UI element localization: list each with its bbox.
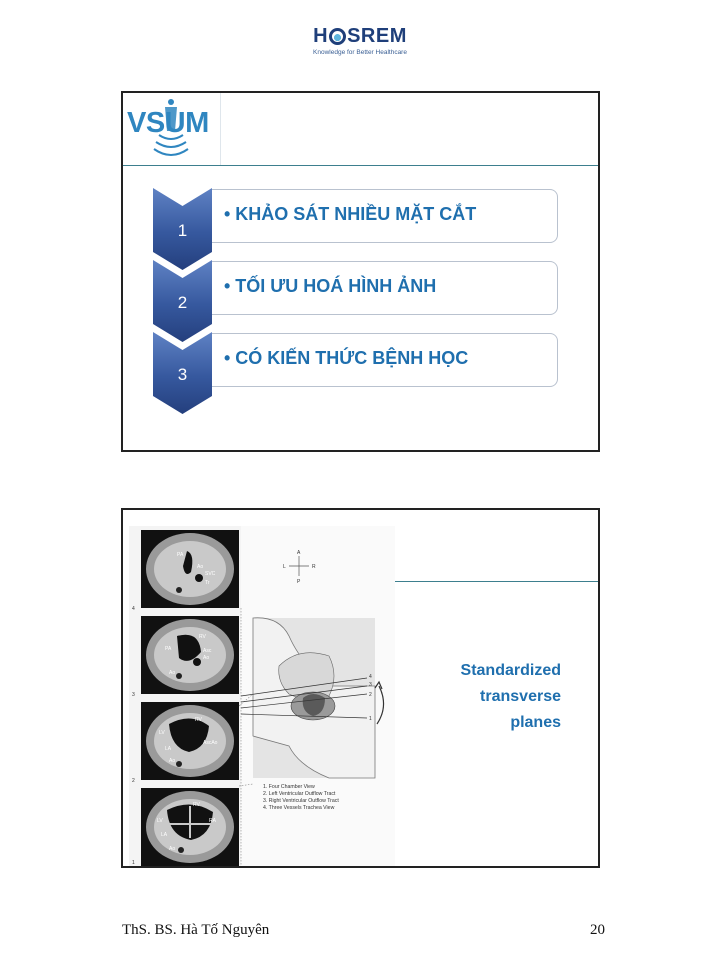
slide-1 [121,91,600,452]
compass-label: L [283,564,286,570]
list-item [153,188,559,270]
ultrasound-panel-4 [141,530,239,608]
header-divider [123,165,598,166]
legend-entry: 3. Right Ventricular Outflow Tract [263,798,339,804]
step-box [212,261,558,315]
hosrem-globe-icon [329,28,346,45]
step-text: • KHẢO SÁT NHIỀU MẶT CẮT [224,204,477,224]
slide-caption [423,658,561,736]
legend-entry: 2. Left Ventricular Outflow Tract [263,791,336,797]
legend-entry: 4. Three Vessels Trachea View [263,805,335,811]
header-divider [395,581,598,582]
step-text: • TỐI ƯU HOÁ HÌNH ẢNH [224,276,437,296]
list-item [153,332,559,414]
fetal-heart-planes-diagram [129,526,395,866]
panel-label: Asc [203,648,212,654]
panel-label: Ao [169,758,176,764]
panel-label: RV [199,634,206,640]
panel-label: RA [209,818,216,824]
plane-number: 2 [132,778,135,784]
panel-label: Ao [203,655,210,661]
step-text: • CÓ KIẾN THỨC BỆNH HỌC [224,348,469,368]
plane-number: 3 [132,692,135,698]
hosrem-logo-word: H SREM [313,25,407,47]
svg-text:3: 3 [369,682,372,688]
panel-label: Tr [205,580,210,586]
plane-number: 1 [132,860,135,866]
panel-label: LA [165,746,172,752]
list-item [153,260,559,342]
panel-label: LV [157,818,163,824]
panel-label: Ao [169,846,176,852]
panel-label: SVC [205,571,216,577]
panel-label: Ao [169,670,176,676]
step-number: 2 [177,293,188,312]
slide-2 [121,508,600,868]
vsum-logo [123,93,221,165]
panel-label: PA [177,552,184,558]
page-number: 20 [590,922,605,938]
caption-line: Standardized [460,662,561,679]
compass-label: R [312,564,316,570]
footer-author: ThS. BS. Hà Tố Nguyên [122,922,270,938]
panel-label: RV [195,717,202,723]
panel-label: PA [165,646,172,652]
ultrasound-panel-2 [141,702,239,780]
ultrasound-panel-3 [141,616,239,694]
svg-text:2: 2 [369,692,372,698]
plane-number: 4 [132,606,135,612]
step-box [212,189,558,243]
panel-label: LV [159,730,165,736]
compass-label: A [297,550,301,556]
compass-label: P [297,579,301,585]
panel-label: AscAo [203,740,218,746]
ultrasound-panel-1 [141,788,239,866]
caption-line: transverse [480,688,561,705]
panel-label: RV [193,802,200,808]
hosrem-tagline: Knowledge for Better Healthcare [313,49,407,56]
panel-label: LA [161,832,168,838]
svg-text:1: 1 [369,716,372,722]
vsum-logo-word: VSUM [127,107,209,139]
svg-text:4: 4 [369,674,372,680]
step-number: 3 [177,365,188,384]
panel-label: Ao [197,564,204,570]
hosrem-logo [300,24,420,64]
caption-line: planes [510,714,561,731]
step-number: 1 [177,221,188,240]
legend-entry: 1. Four Chamber View [263,784,315,790]
step-box [212,333,558,387]
